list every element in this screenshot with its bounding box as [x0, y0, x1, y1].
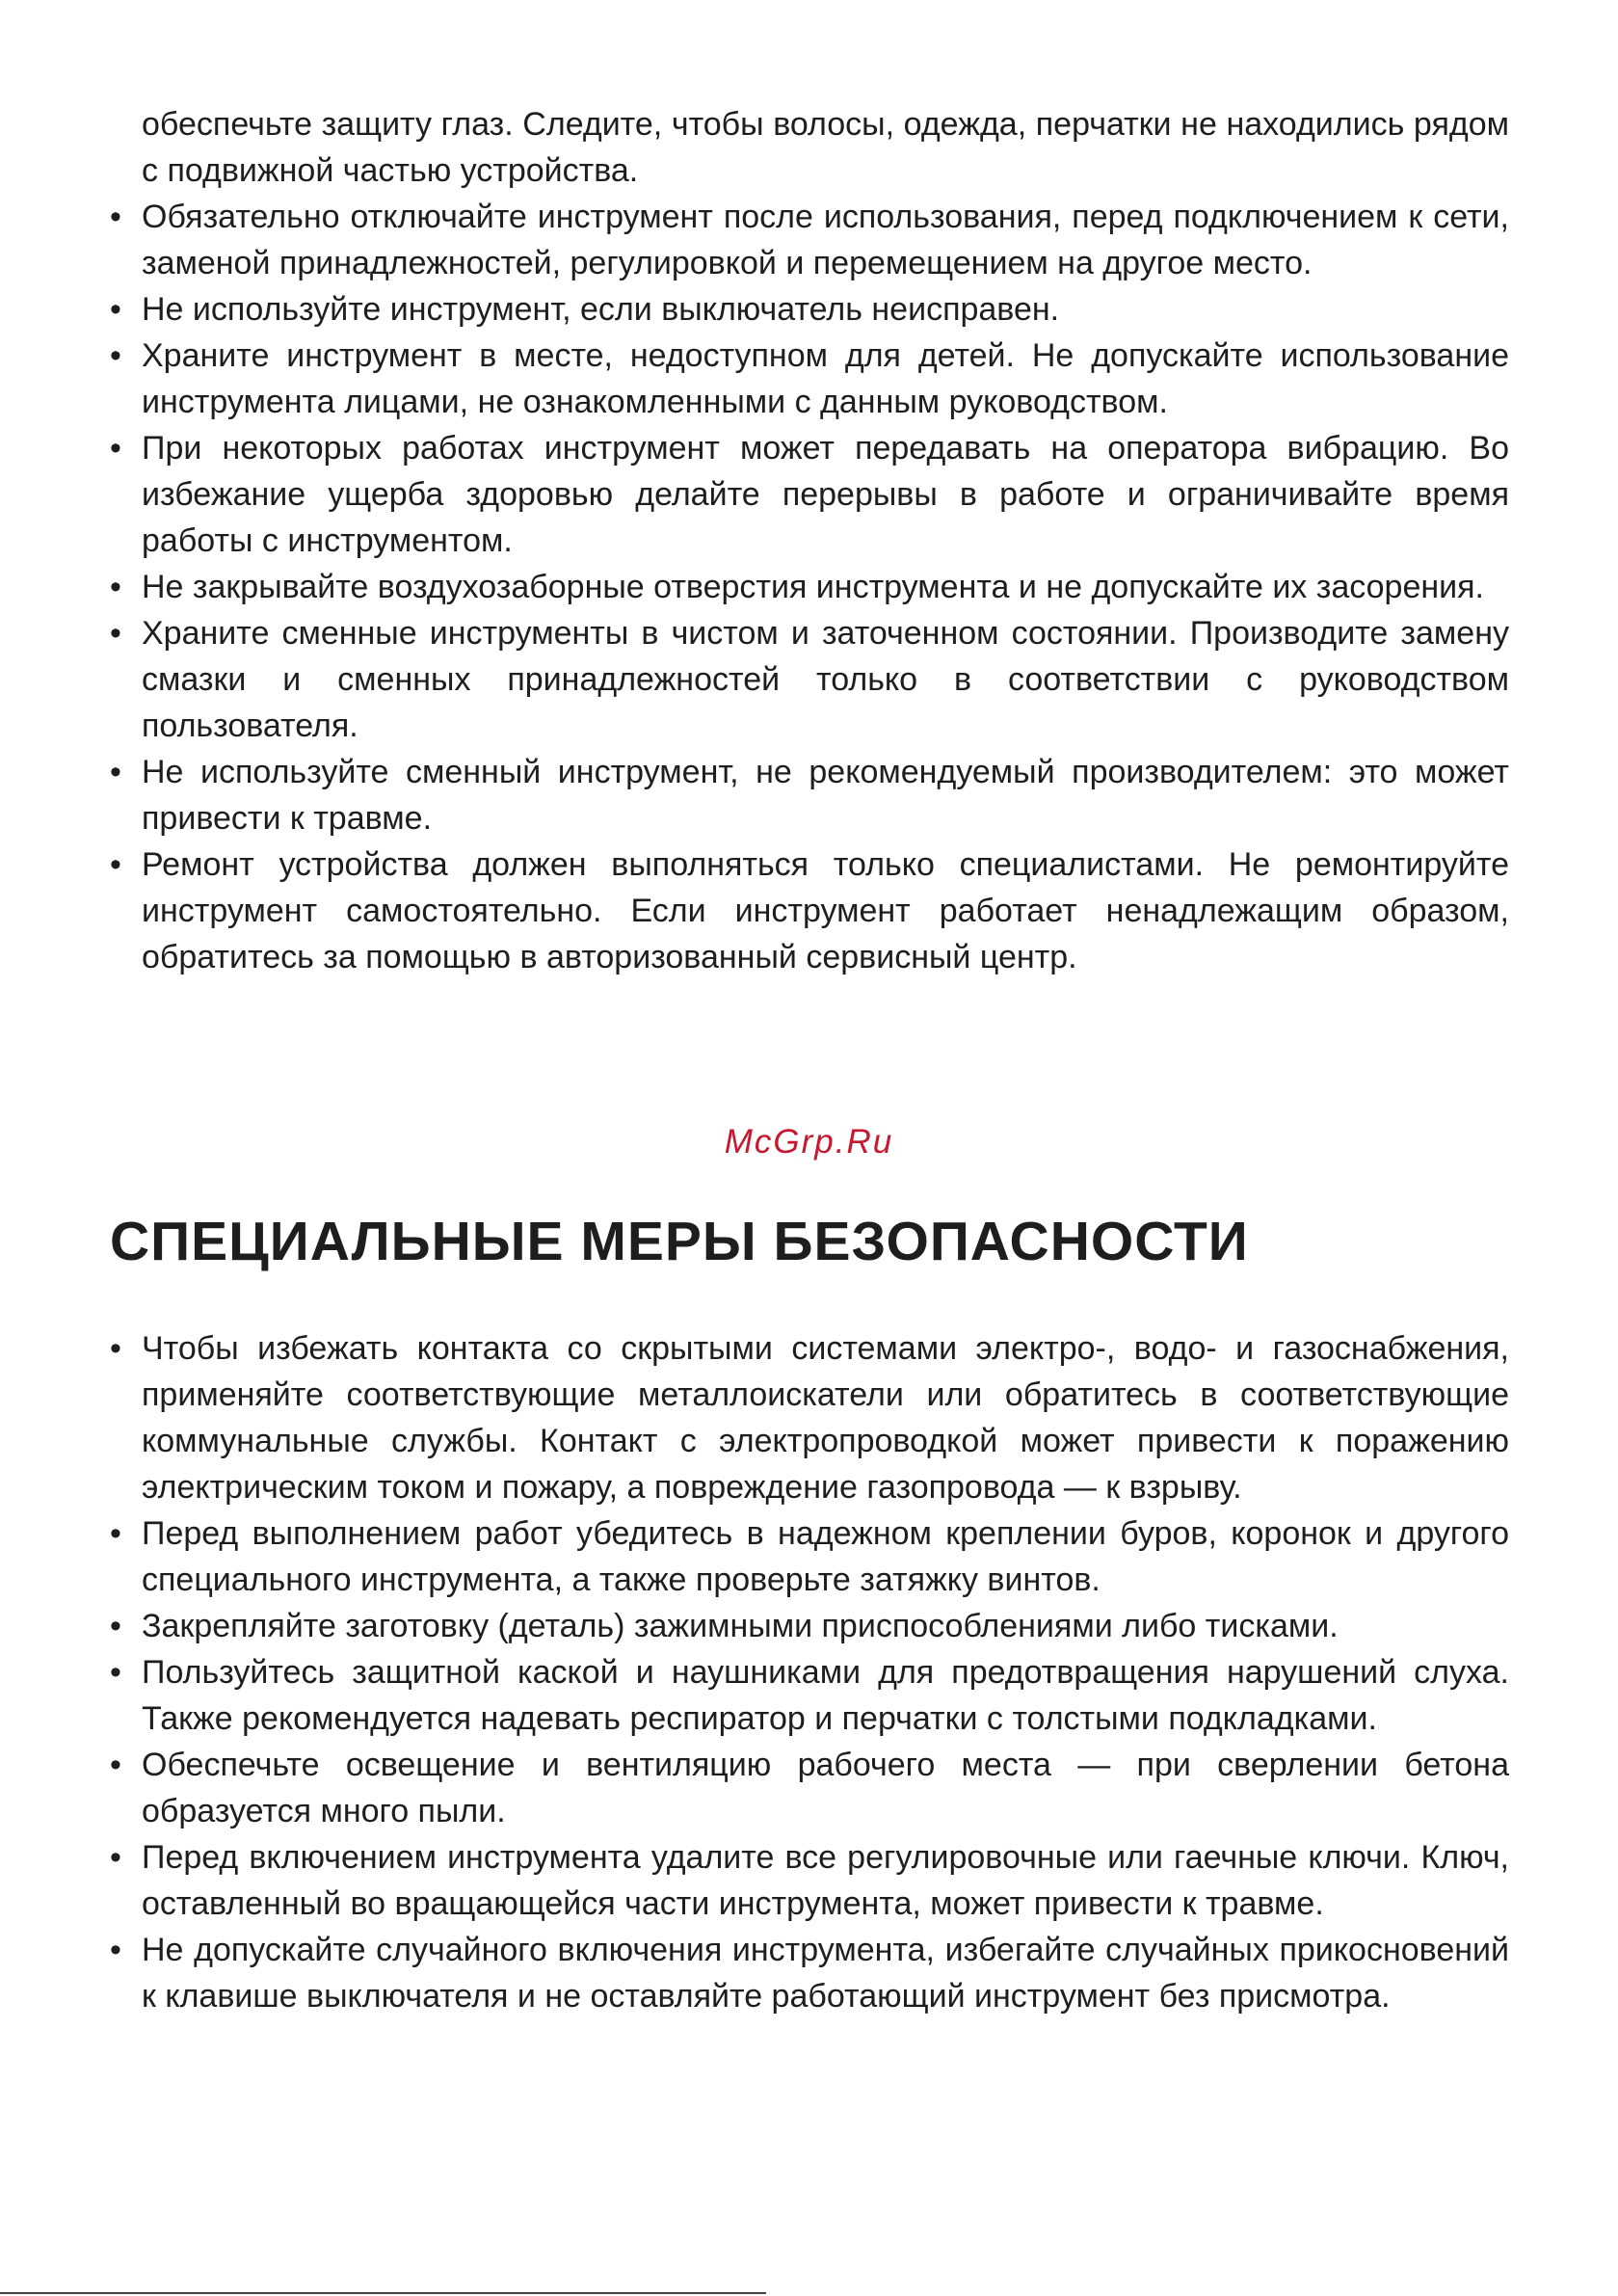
list-item: • Не используйте инструмент, если выключатель неисправен.: [110, 286, 1509, 333]
list-item: • При некоторых работах инструмент может передавать на оператора вибрацию. Во избежание ущерба здоровью делайте перерывы в работе и ограничивайте время работы с инструментом.: [110, 425, 1509, 564]
list-item: • Храните инструмент в месте, недоступном для детей. Не допускайте использование инструмента лицами, не ознакомленными с данным руководством.: [110, 333, 1509, 425]
continued-paragraph: обеспечьте защиту глаз. Следите, чтобы волосы, одежда, перчатки не находились рядом с подвижной частью устройства.: [142, 106, 1509, 189]
list-item: • Храните сменные инструменты в чистом и заточенном состоянии. Производите замену смазки и сменных принадлежностей только в соответствии с руководством пользователя.: [110, 610, 1509, 749]
list-item: • Обеспечьте освещение и вентиляцию рабочего места — при сверлении бетона образуется много пыли.: [110, 1742, 1509, 1834]
special-safety-section: [110, 1325, 1509, 2019]
watermark-text: McGrp.Ru: [724, 1123, 894, 1161]
list-item: • Перед выполнением работ убедитесь в надежном креплении буров, коронок и другого специального инструмента, а также проверьте затяжку винтов.: [110, 1510, 1509, 1603]
list-item: • Не используйте сменный инструмент, не рекомендуемый производителем: это может привести к травме.: [110, 749, 1509, 841]
footer-divider: [0, 2292, 766, 2294]
list-item: • Обязательно отключайте инструмент после использования, перед подключением к сети, заменой принадлежностей, регулировкой и перемещением на другое место.: [110, 194, 1509, 286]
list-item: • Не закрывайте воздухозаборные отверстия инструмента и не допускайте их засорения.: [110, 564, 1509, 610]
list-item: • Ремонт устройства должен выполняться только специалистами. Не ремонтируйте инструмент самостоятельно. Если инструмент работает ненадлежащим образом, обратитесь за помощью в авторизованный сервисный центр.: [110, 841, 1509, 980]
general-safety-list: [110, 194, 1509, 980]
general-safety-section: [110, 101, 1509, 980]
list-item: • Чтобы избежать контакта со скрытыми системами электро-, водо- и газоснабжения, применяйте соответствующие металлоискатели или обратитесь в соответствующие коммунальные службы. Контакт с электропроводкой может привести к поражению электрическим током и пожару, а повреждение газопровода — к взрыву.: [110, 1325, 1509, 1510]
list-item: • Пользуйтесь защитной каской и наушниками для предотвращения нарушений слуха. Также рекомендуется надевать респиратор и перчатки с толстыми подкладками.: [110, 1649, 1509, 1742]
list-item: • Закрепляйте заготовку (деталь) зажимными приспособлениями либо тисками.: [110, 1603, 1509, 1649]
list-item: • Не допускайте случайного включения инструмента, избегайте случайных прикосновений к клавише выключателя и не оставляйте работающий инструмент без присмотра.: [110, 1927, 1509, 2019]
list-item: • Перед включением инструмента удалите все регулировочные или гаечные ключи. Ключ, оставленный во вращающейся части инструмента, может привести к травме.: [110, 1834, 1509, 1927]
special-safety-list: [110, 1325, 1509, 2019]
section-title: СПЕЦИАЛЬНЫЕ МЕРЫ БЕЗОПАСНОСТИ: [110, 1211, 1249, 1272]
